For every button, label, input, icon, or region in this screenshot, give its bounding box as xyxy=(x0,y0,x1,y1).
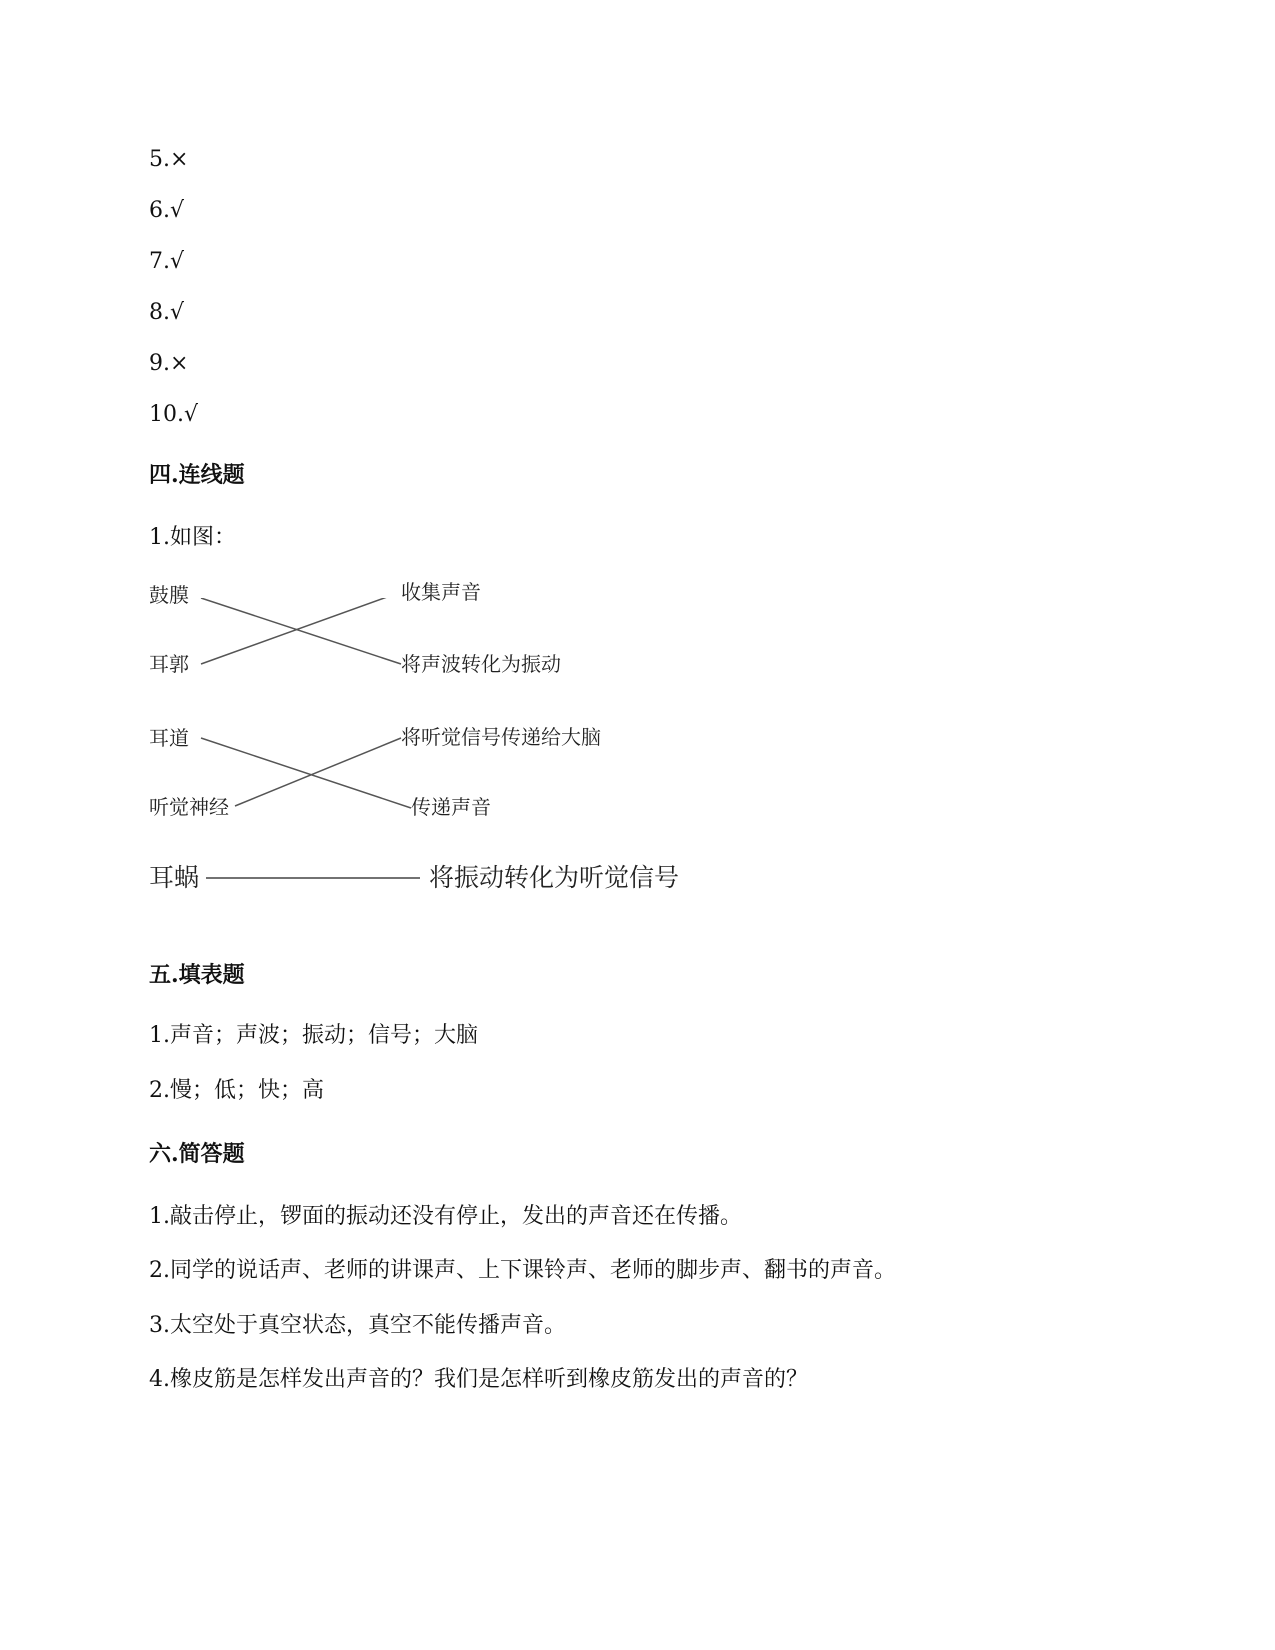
matching-item-1: 1.如图： xyxy=(149,525,236,550)
short-answer-item-3: 3.太空处于真空状态，真空不能传播声音。 xyxy=(149,1313,566,1338)
short-answer-item-1: 1.敲击停止，锣面的振动还没有停止，发出的声音还在传播。 xyxy=(149,1204,742,1229)
short-answer-item-2: 2.同学的说话声、老师的讲课声、上下课铃声、老师的脚步声、翻书的声音。 xyxy=(149,1258,896,1283)
section-heading-matching: 四.连线题 xyxy=(149,462,245,488)
answer-item-8: 8.√ xyxy=(149,300,185,325)
answer-item-6: 6.√ xyxy=(149,198,185,223)
fill-table-item-1: 1.声音；声波；振动；信号；大脑 xyxy=(149,1023,478,1048)
section-heading-fill-table: 五.填表题 xyxy=(149,962,245,988)
left-label-gumo: 鼓膜 xyxy=(149,583,189,607)
right-label-pass-sound: 传递声音 xyxy=(411,795,491,819)
answer-item-10: 10.√ xyxy=(149,402,199,427)
short-answer-item-4: 4.橡皮筋是怎样发出声音的？我们是怎样听到橡皮筋发出的声音的？ xyxy=(149,1367,808,1392)
line-gumo-to-sound-wave xyxy=(201,598,401,664)
answer-item-5: 5.× xyxy=(149,147,189,172)
line-erdao-to-pass-sound xyxy=(201,738,411,808)
left-label-nerve: 听觉神经 xyxy=(149,795,229,819)
right-label-vibration-to-signal: 将振动转化为听觉信号 xyxy=(429,863,680,892)
matching-figure xyxy=(149,580,709,948)
fill-table-item-2: 2.慢；低；快；高 xyxy=(149,1078,324,1103)
right-label-collect-sound: 收集声音 xyxy=(401,580,481,604)
answer-item-7: 7.√ xyxy=(149,249,185,274)
matching-lines xyxy=(149,598,709,948)
left-label-erguo: 耳郭 xyxy=(149,652,189,676)
section-heading-short-answer: 六.简答题 xyxy=(149,1141,245,1167)
left-label-cochlea: 耳蜗 xyxy=(149,863,200,892)
left-label-erdao: 耳道 xyxy=(149,726,189,750)
answer-item-9: 9.× xyxy=(149,351,189,376)
right-label-signal-to-brain: 将听觉信号传递给大脑 xyxy=(401,725,601,749)
right-label-wave-to-vibration: 将声波转化为振动 xyxy=(401,652,561,676)
